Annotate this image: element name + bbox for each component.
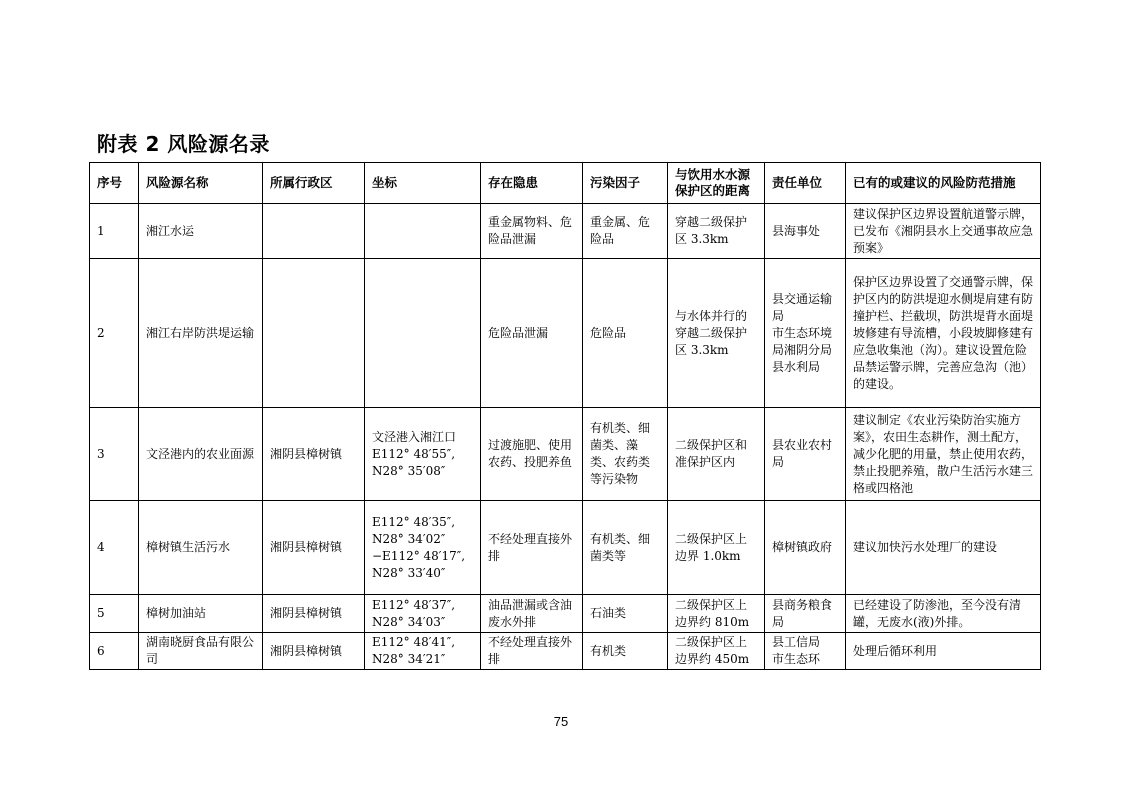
cell-distance: 二级保护区上边界约 450m [668, 633, 765, 670]
cell-coordinates: 文泾港入湘江口 E112° 48′55″, N28° 35′08″ [365, 408, 481, 501]
cell-district [263, 259, 365, 408]
cell-responsible: 县农业农村局 [765, 408, 846, 501]
cell-risk-source: 文泾港内的农业面源 [139, 408, 263, 501]
cell-index: 1 [90, 204, 139, 259]
cell-measures: 建议加快污水处理厂的建设 [846, 501, 1041, 595]
cell-coordinates: E112° 48′37″, N28° 34′03″ [365, 595, 481, 633]
cell-distance: 二级保护区上边界约 810m [668, 595, 765, 633]
table-row [90, 259, 1041, 408]
cell-pollutant: 石油类 [583, 595, 668, 633]
cell-hazard: 不经处理直接外排 [481, 501, 583, 595]
risk-source-table [89, 162, 1041, 670]
cell-distance: 与水体并行的穿越二级保护区 3.3km [668, 259, 765, 408]
cell-risk-source: 湘江右岸防洪堤运输 [139, 259, 263, 408]
cell-responsible: 县交通运输局 市生态环境局湘阴分局 县水利局 [765, 259, 846, 408]
cell-district: 湘阴县樟树镇 [263, 501, 365, 595]
cell-distance: 二级保护区上边界 1.0km [668, 501, 765, 595]
cell-risk-source: 湖南晓厨食品有限公司 [139, 633, 263, 670]
cell-risk-source: 湘江水运 [139, 204, 263, 259]
header-cell: 与饮用水水源保护区的距离 [668, 163, 765, 204]
cell-hazard: 油品泄漏或含油废水外排 [481, 595, 583, 633]
cell-district [263, 204, 365, 259]
cell-index: 3 [90, 408, 139, 501]
cell-index: 4 [90, 501, 139, 595]
cell-coordinates [365, 204, 481, 259]
cell-district: 湘阴县樟树镇 [263, 595, 365, 633]
header-cell: 风险源名称 [139, 163, 263, 204]
table-row [90, 408, 1041, 501]
cell-hazard: 重金属物料、危险品泄漏 [481, 204, 583, 259]
cell-responsible: 樟树镇政府 [765, 501, 846, 595]
cell-coordinates: E112° 48′41″, N28° 34′21″ [365, 633, 481, 670]
cell-index: 6 [90, 633, 139, 670]
cell-hazard: 过渡施肥、使用农药、投肥养鱼 [481, 408, 583, 501]
cell-index: 5 [90, 595, 139, 633]
cell-index: 2 [90, 259, 139, 408]
cell-pollutant: 有机类、细菌类等 [583, 501, 668, 595]
table-row [90, 595, 1041, 633]
header-cell: 所属行政区 [263, 163, 365, 204]
cell-district: 湘阴县樟树镇 [263, 633, 365, 670]
cell-coordinates [365, 259, 481, 408]
header-cell: 污染因子 [583, 163, 668, 204]
cell-risk-source: 樟树镇生活污水 [139, 501, 263, 595]
cell-pollutant: 危险品 [583, 259, 668, 408]
header-cell: 序号 [90, 163, 139, 204]
cell-responsible: 县海事处 [765, 204, 846, 259]
cell-responsible: 县工信局 市生态环 [765, 633, 846, 670]
cell-pollutant: 有机类 [583, 633, 668, 670]
cell-distance: 二级保护区和准保护区内 [668, 408, 765, 501]
table-row [90, 501, 1041, 595]
page-number: 75 [553, 714, 569, 729]
table-header-row [90, 163, 1041, 204]
cell-responsible: 县商务粮食局 [765, 595, 846, 633]
page-title: 附表 2 风险源名录 [97, 132, 270, 156]
header-cell: 坐标 [365, 163, 481, 204]
cell-pollutant: 重金属、危险品 [583, 204, 668, 259]
cell-measures: 已经建设了防渗池，至今没有清罐，无废水(液)外排。 [846, 595, 1041, 633]
cell-district: 湘阴县樟树镇 [263, 408, 365, 501]
cell-distance: 穿越二级保护区 3.3km [668, 204, 765, 259]
cell-pollutant: 有机类、细菌类、藻类、农药类等污染物 [583, 408, 668, 501]
cell-hazard: 不经处理直接外排 [481, 633, 583, 670]
cell-hazard: 危险品泄漏 [481, 259, 583, 408]
table-row [90, 204, 1041, 259]
cell-risk-source: 樟树加油站 [139, 595, 263, 633]
header-cell: 存在隐患 [481, 163, 583, 204]
cell-measures: 建议制定《农业污染防治实施方案》，农田生态耕作，测土配方，减少化肥的用量，禁止使用农药，禁止投肥养殖，散户生活污水建三格或四格池 [846, 408, 1041, 501]
cell-measures: 保护区边界设置了交通警示牌，保护区内的防洪堤迎水侧堤肩建有防撞护栏、拦截坝，防洪堤背水面堤坡修建有导流槽，小段坡脚修建有应急收集池（沟）。建议设置危险品禁运警示牌，完善应急沟（池）的建设。 [846, 259, 1041, 408]
header-cell: 已有的或建议的风险防范措施 [846, 163, 1041, 204]
table-row [90, 633, 1041, 670]
cell-measures: 建议保护区边界设置航道警示牌，已发布《湘阴县水上交通事故应急预案》 [846, 204, 1041, 259]
header-cell: 责任单位 [765, 163, 846, 204]
cell-measures: 处理后循环利用 [846, 633, 1041, 670]
cell-coordinates: E112° 48′35″, N28° 34′02″−E112° 48′17″, N28° 33′40″ [365, 501, 481, 595]
